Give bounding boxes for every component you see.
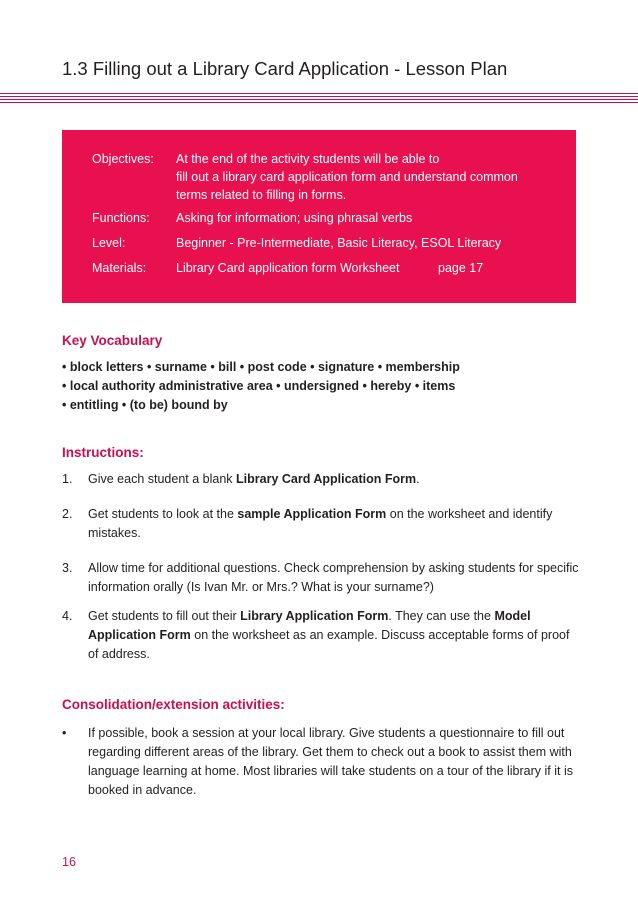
item-marker: 3. xyxy=(62,561,73,575)
text-run: Give each student a blank xyxy=(88,472,237,486)
objectives-box xyxy=(62,130,576,303)
functions-label: Functions: xyxy=(92,211,150,225)
materials-value xyxy=(176,259,556,277)
bold-term: Library Application Form xyxy=(240,609,389,623)
objectives-label: Objectives: xyxy=(92,152,154,166)
materials-label: Materials: xyxy=(92,261,147,275)
materials-item: Library Card application form Worksheet xyxy=(176,261,400,275)
text-run: . They can use the xyxy=(388,609,495,623)
text-run: Allow time for additional questions. Check comprehension by asking students for specific information orally (Is Ivan Mr. or Mrs.? What is your surname?) xyxy=(88,561,579,594)
item-marker: 4. xyxy=(62,609,73,623)
vocabulary-line: • local authority administrative area • undersigned • hereby • items xyxy=(62,379,456,393)
consolidation-heading: Consolidation/extension activities: xyxy=(62,697,285,712)
instruction-item xyxy=(62,559,582,597)
level-value: Beginner - Pre-Intermediate, Basic Literacy, ESOL Literacy xyxy=(176,236,502,250)
item-marker: 1. xyxy=(62,472,73,486)
text-run: If possible, book a session at your local library. Give students a questionnaire to fill out regarding different areas of the library. Get them to check out a book to assist them with language learning at home. Most libraries will take students on a tour of the library if it is booked in advance. xyxy=(88,726,573,797)
item-marker: • xyxy=(62,726,67,740)
materials-page: page 17 xyxy=(438,261,484,275)
item-text xyxy=(88,607,582,664)
page-number: 16 xyxy=(62,855,76,869)
objectives-line: terms related to filling in forms. xyxy=(176,188,347,202)
text-run: Get students to fill out their xyxy=(88,609,241,623)
instruction-item xyxy=(62,470,582,489)
page-title: 1.3 Filling out a Library Card Application - Lesson Plan xyxy=(62,58,508,79)
vocabulary-list xyxy=(62,358,460,415)
item-marker: 2. xyxy=(62,507,73,521)
level-label: Level: xyxy=(92,236,126,250)
bold-term: Library Card Application Form xyxy=(236,472,417,486)
item-text xyxy=(88,470,582,489)
objectives-line: fill out a library card application form and understand common xyxy=(176,170,518,184)
item-text xyxy=(88,724,582,800)
item-text xyxy=(88,505,582,543)
text-run: on the worksheet as an example. Discuss acceptable forms of proof of address. xyxy=(88,628,570,661)
objectives-line: At the end of the activity students will be able to xyxy=(176,152,440,166)
instruction-item xyxy=(62,505,582,543)
header-rule-lines xyxy=(0,93,638,107)
functions-value: Asking for information; using phrasal verbs xyxy=(176,211,413,225)
vocabulary-line: • block letters • surname • bill • post code • signature • membership xyxy=(62,360,460,374)
instructions-heading: Instructions: xyxy=(62,445,144,460)
vocabulary-line: • entitling • (to be) bound by xyxy=(62,398,228,412)
bold-term: Model Application Form xyxy=(88,609,531,642)
consolidation-item xyxy=(62,724,582,800)
vocabulary-heading: Key Vocabulary xyxy=(62,333,163,348)
text-run: . xyxy=(416,472,420,486)
objectives-value xyxy=(176,150,556,204)
item-text xyxy=(88,559,582,597)
text-run: Get students to look at the xyxy=(88,507,238,521)
instruction-item xyxy=(62,607,582,664)
bold-term: sample Application Form xyxy=(237,507,387,521)
text-run: on the worksheet and identify mistakes. xyxy=(88,507,553,540)
